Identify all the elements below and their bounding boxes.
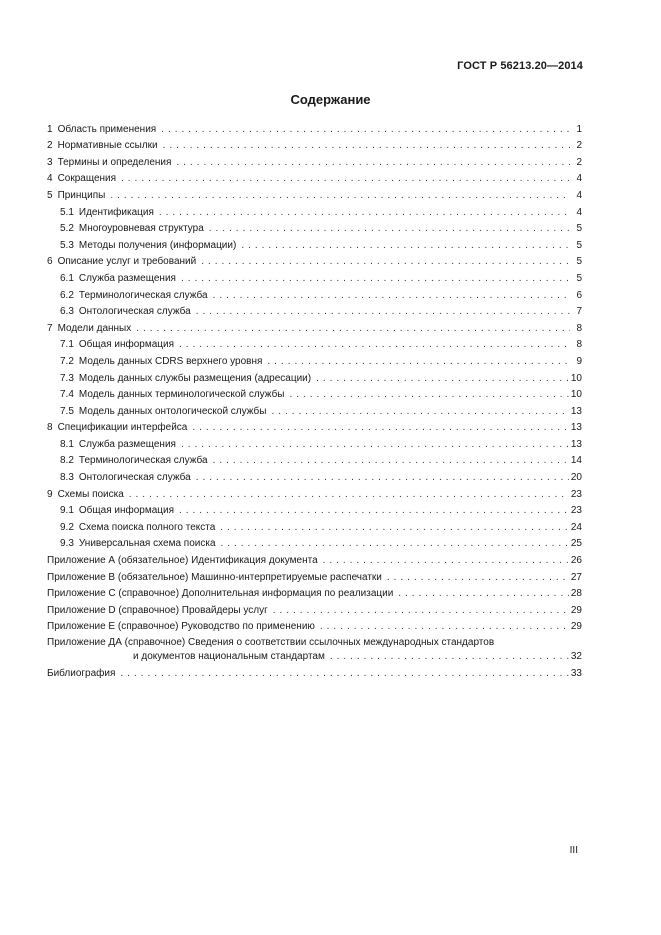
toc-entry-label: Служба размещения (78, 272, 176, 284)
table-of-contents (47, 119, 582, 680)
toc-entry-number: 8.3 (60, 472, 74, 484)
toc-entry[interactable] (47, 219, 582, 236)
toc-entry-page: 5 (576, 223, 582, 235)
toc-entry[interactable] (47, 119, 582, 136)
toc-entry-page: 2 (576, 140, 582, 152)
toc-entry-number: 5.1 (60, 206, 74, 218)
dot-leader (129, 488, 569, 501)
dot-leader (320, 620, 569, 633)
toc-entry-page: 2 (576, 156, 582, 168)
toc-entry[interactable] (47, 202, 582, 219)
dot-leader (316, 372, 569, 385)
toc-entry-number: 9.1 (60, 505, 74, 517)
toc-entry-label: Служба размещения (78, 438, 176, 450)
dot-leader (209, 222, 570, 235)
toc-entry[interactable] (47, 235, 582, 252)
toc-entry-label: Библиография (47, 668, 116, 679)
dot-leader (196, 305, 570, 318)
toc-entry-label: Сокращения (57, 173, 117, 185)
toc-entry-label: Приложение С (справочное) Дополнительная информация по реализации (47, 588, 394, 600)
toc-entry[interactable] (47, 517, 582, 534)
toc-entry-label-continued: и документов национальным стандартам (133, 651, 325, 663)
toc-entry-page: 20 (570, 472, 582, 484)
toc-entry-label: Нормативные ссылки (57, 140, 158, 152)
toc-entry-number: 5.3 (60, 239, 74, 251)
toc-entry-page: 5 (576, 239, 582, 251)
toc-entry-number: 7.3 (60, 372, 74, 384)
toc-entry[interactable] (47, 318, 582, 335)
toc-entry-label: Модель данных службы размещения (адресации) (78, 372, 312, 384)
toc-entry-label: Схема поиска полного текста (78, 521, 216, 533)
toc-entry-page: 32 (570, 651, 582, 663)
toc-entry-page: 26 (570, 555, 582, 567)
dot-leader (161, 123, 570, 136)
toc-entry-page: 24 (570, 521, 582, 533)
dot-leader (213, 454, 569, 467)
toc-entry-page: 13 (570, 422, 582, 434)
toc-entry-label: Приложение ДА (справочное) Сведения о соответствии ссылочных международных стандартов (47, 637, 495, 649)
toc-entry[interactable] (47, 401, 582, 418)
toc-entry-number: 2 (47, 140, 53, 152)
toc-entry-number: 7.5 (60, 405, 74, 417)
toc-entry-page: 4 (576, 189, 582, 201)
dot-leader (290, 388, 569, 401)
dot-leader (179, 338, 570, 351)
dot-leader (221, 537, 569, 550)
toc-entry-number: 6.2 (60, 289, 74, 301)
toc-entry[interactable] (47, 501, 582, 518)
toc-entry-page: 14 (570, 455, 582, 467)
toc-entry-number: 8.2 (60, 455, 74, 467)
toc-entry[interactable] (47, 351, 582, 368)
dot-leader (159, 206, 570, 219)
dot-leader (176, 156, 570, 169)
toc-entry-number: 6.1 (60, 272, 74, 284)
toc-entry[interactable] (47, 418, 582, 435)
dot-leader (220, 521, 569, 534)
toc-entry-label: Область применения (57, 123, 157, 135)
toc-entry-label: Описание услуг и требований (57, 256, 197, 268)
toc-entry[interactable] (47, 534, 582, 551)
toc-entry-page: 23 (570, 505, 582, 517)
toc-entry-label: Общая информация (78, 505, 175, 517)
dot-leader (110, 189, 570, 202)
toc-entry-number: 7.2 (60, 355, 74, 367)
toc-entry-label: Модель данных онтологической службы (78, 405, 267, 417)
toc-entry-page: 6 (576, 289, 582, 301)
toc-entry-number: 6 (47, 256, 53, 268)
toc-entry-page: 4 (576, 206, 582, 218)
toc-entry-number: 7.1 (60, 339, 74, 351)
toc-entry-page: 29 (570, 604, 582, 616)
dot-leader (387, 571, 569, 584)
dot-leader (121, 172, 570, 185)
toc-entry[interactable] (47, 152, 582, 169)
toc-entry-number: 7.4 (60, 389, 74, 401)
toc-entry-page: 7 (576, 306, 582, 318)
toc-entry-number: 6.3 (60, 306, 74, 318)
page-number: III (569, 845, 578, 856)
dot-leader (323, 554, 569, 567)
toc-entry-page: 1 (576, 123, 582, 135)
page-title: Содержание (290, 92, 371, 107)
toc-entry-label: Многоуровневая структура (78, 223, 204, 235)
toc-entry-label: Принципы (57, 189, 106, 201)
toc-entry-page: 10 (570, 389, 582, 401)
toc-entry-page: 4 (576, 173, 582, 185)
dot-leader (136, 322, 570, 335)
toc-entry[interactable] (47, 434, 582, 451)
toc-entry[interactable] (47, 169, 582, 186)
toc-entry-label: Терминологическая служба (78, 455, 208, 467)
toc-entry-page: 13 (570, 405, 582, 417)
dot-leader (179, 504, 569, 517)
dot-leader (196, 471, 569, 484)
toc-entry-page: 33 (570, 668, 582, 679)
toc-entry[interactable] (47, 285, 582, 302)
toc-entry-page: 27 (570, 571, 582, 583)
toc-entry-label: Приложение А (обязательное) Идентификация документа (47, 555, 318, 567)
dot-leader (241, 239, 570, 252)
toc-entry[interactable] (47, 185, 582, 202)
toc-entry-label: Онтологическая служба (78, 306, 191, 318)
toc-entry-page: 10 (570, 372, 582, 384)
toc-entry-number: 5.2 (60, 223, 74, 235)
toc-entry-page: 5 (576, 256, 582, 268)
toc-entry-number: 5 (47, 189, 53, 201)
toc-entry-label: Модели данных (57, 322, 132, 334)
dot-leader (267, 355, 570, 368)
dot-leader (181, 272, 570, 285)
toc-entry-label: Терминологическая служба (78, 289, 208, 301)
toc-entry-number: 9.3 (60, 538, 74, 550)
toc-entry-label: Модель данных терминологической службы (78, 389, 285, 401)
toc-entry[interactable] (47, 600, 582, 617)
toc-entry-page: 8 (576, 322, 582, 334)
toc-entry-label: Схемы поиска (57, 488, 124, 500)
toc-entry-label: Методы получения (информации) (78, 239, 237, 251)
toc-entry-label: Универсальная схема поиска (78, 538, 216, 550)
dot-leader (181, 438, 569, 451)
toc-entry[interactable] (47, 584, 582, 601)
toc-entry-page: 25 (570, 538, 582, 550)
toc-entry[interactable] (47, 550, 582, 567)
toc-entry-label: Онтологическая служба (78, 472, 191, 484)
toc-entry[interactable] (47, 302, 582, 319)
toc-entry-page: 13 (570, 438, 582, 450)
toc-entry-label: Термины и определения (57, 156, 172, 168)
toc-entry[interactable] (47, 451, 582, 468)
dot-leader (398, 587, 569, 600)
dot-leader (163, 139, 570, 152)
toc-entry-number: 1 (47, 123, 53, 135)
toc-entry[interactable] (47, 467, 582, 484)
toc-entry-number: 8 (47, 422, 53, 434)
toc-entry-label: Модель данных CDRS верхнего уровня (78, 355, 263, 367)
toc-entry[interactable] (47, 252, 582, 269)
toc-entry-number: 4 (47, 173, 53, 185)
toc-entry-label: Общая информация (78, 339, 175, 351)
toc-entry[interactable] (47, 136, 582, 153)
toc-entry[interactable] (47, 368, 582, 385)
toc-entry-page: 29 (570, 621, 582, 633)
document-code: ГОСТ Р 56213.20—2014 (457, 60, 583, 72)
toc-entry-label: Приложение D (справочное) Провайдеры услуг (47, 604, 268, 616)
dot-leader (120, 667, 568, 680)
toc-entry-page: 9 (576, 355, 582, 367)
toc-entry[interactable] (47, 617, 582, 634)
toc-entry[interactable] (47, 633, 582, 663)
dot-leader (273, 604, 569, 617)
toc-entry[interactable] (47, 335, 582, 352)
toc-entry-page: 5 (576, 272, 582, 284)
toc-entry[interactable] (47, 385, 582, 402)
toc-entry-number: 8.1 (60, 438, 74, 450)
toc-entry-page: 23 (570, 488, 582, 500)
dot-leader (330, 650, 569, 663)
toc-entry-number: 7 (47, 322, 53, 334)
toc-entry[interactable] (47, 567, 582, 584)
dot-leader (201, 255, 570, 268)
toc-entry-number: 3 (47, 156, 53, 168)
toc-entry-page: 28 (570, 588, 582, 600)
dot-leader (192, 421, 569, 434)
toc-entry-label: Приложение В (обязательное) Машинно-интерпретируемые распечатки (47, 571, 382, 583)
toc-entry-label: Приложение E (справочное) Руководство по применению (47, 621, 315, 633)
toc-entry-number: 9 (47, 488, 53, 500)
toc-entry-number: 9.2 (60, 521, 74, 533)
toc-entry-label: Идентификация (78, 206, 154, 218)
dot-leader (213, 289, 570, 302)
toc-entry[interactable] (47, 663, 582, 680)
toc-entry[interactable] (47, 268, 582, 285)
toc-entry-label: Спецификации интерфейса (57, 422, 188, 434)
toc-entry[interactable] (47, 484, 582, 501)
dot-leader (271, 405, 568, 418)
toc-entry-page: 8 (576, 339, 582, 351)
